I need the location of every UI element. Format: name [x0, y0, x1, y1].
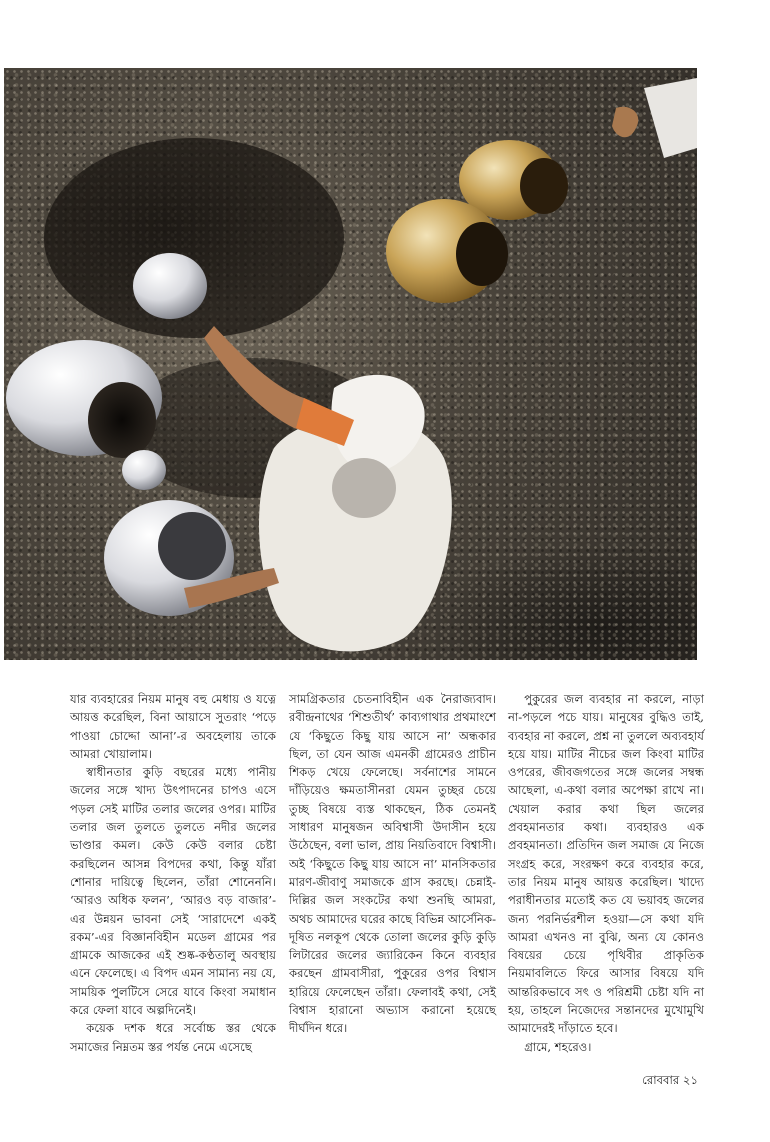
small-bowl — [122, 450, 166, 490]
article-photo — [4, 68, 697, 660]
foot — [612, 107, 638, 138]
article-column-1 — [70, 690, 276, 1056]
article-column-3 — [508, 690, 704, 1056]
paragraph: স্বাধীনতার কুড়ি বছরের মধ্যে পানীয় জলের সঙ্গে খাদ্য উৎপাদনের চাপও এসে পড়ল সেই মাটির তলার জলের ওপর। মাটির তলার জল তুলতে তুলতে নদীর জলের ভাণ্ডার কমল। কেউ কেউ বলার চেষ্টা করছিলেন আসন্ন বিপদের কথা, কিন্তু যাঁরা শোনার দায়িত্বে ছিলেন, তাঁরা শোনেননি। ‘আরও অধিক ফলন’, ‘আরও বড় বাজার’-এর উন্নয়ন ভাবনা সেই ‘সারাদেশে একই রকম’-এর বিজ্ঞানবিহীন মডেল গ্রামের পর গ্রামকে আজকের এই শুষ্ক-কণ্ঠতালু অবস্থায় এনে ফেলেছে। এ বিপদ এমন সামান্য নয় যে, সাময়িক পুলটিসে সেরে যাবে কিংবা সমাধান করে ফেলা যাবে অল্পদিনেই। — [70, 765, 276, 1018]
metal-plate — [133, 253, 207, 319]
paragraph: গ্রামে, শহরেও। — [524, 1039, 592, 1054]
paragraph: সামগ্রিকতার চেতনাবিহীন এক নৈরাজ্যবাদ। রবীন্দ্রনাথের ‘শিশুতীর্থ’ কাব্যগাথার প্রথমাংশে যে ‘কিছুতে কিছু যায় আসে না’ অন্ধকার ছিল, তা যেন আজ এমনকী গ্রামেরও প্রাচীন শিকড় খেয়ে ফেলেছে। সর্বনাশের সামনে দাঁড়িয়েও ক্ষমতাসীনরা যেমন তুচ্ছর চেয়ে তুচ্ছ বিষয়ে ব্যস্ত থাকছেন, ঠিক তেমনই সাধারণ মানুষজন অবিশ্বাসী উদাসীন হয়ে উঠেছেন, বলা ভাল, প্রায় নিয়তিবাদে বিশ্বাসী। অই ‘কিছুতে কিছু যায় আসে না’ মানসিকতার মারণ-জীবাণু সমাজকে গ্রাস করছে। চেন্নাই-দিল্লির জল সংকটের কথা শুনছি আমরা, অথচ আমাদের ঘরের কাছে বিভিন্ন আর্সেনিক-দূষিত নলকূপ থেকে তোলা জলের কুড়ি কুড়ি লিটারের জলের জ্যারিকেন কিনে ব্যবহার করছেন গ্রামবাসীরা, পুকুরের ওপর বিশ্বাস হারিয়ে ফেলেছেন তাঁরা। ফেলাবই কথা, সেই বিশ্বাস হারানো অভ্যাস করানো হয়েছে দীর্ঘদিন ধরে। — [289, 692, 496, 1036]
aluminium-pot — [6, 340, 162, 458]
paragraph: কয়েক দশক ধরে সর্বোচ্চ স্তর থেকে সমাজের নিম্নতম স্তর পর্যন্ত নেমে এসেছে — [70, 1021, 276, 1054]
article-column-2 — [289, 690, 496, 1038]
person-edge — [644, 78, 697, 158]
photo-illustration — [4, 68, 697, 660]
paragraph: যার ব্যবহারের নিয়ম মানুষ বহু মেধায় ও যত্নে আয়ত্ত করেছিল, বিনা আয়াসে সুতরাং ‘পড়ে পাওয়া চোদ্দো আনা’-র অবহেলায় তাকে আমরা খোয়ালাম। — [70, 692, 276, 761]
paragraph: পুকুরের জল ব্যবহার না করলে, নাড়া না-পড়লে পচে যায়। মানুষের বুদ্ধিও তাই, ব্যবহার না করলে, প্রশ্ন না তুললে অব্যবহার্য হয়ে যায়। মাটির নীচের জল কিংবা মাটির ওপরের, জীবজগতের সঙ্গে জলের সম্বন্ধ আছেলা, এ-কথা বলার অপেক্ষা রাখে না। খেয়াল করার কথা ছিল জলের প্রবহমানতার কথা। ব্যবহারও এক প্রবহমানতা। প্রতিদিন জল সমাজ যে নিজে সংগ্রহ করে, সংরক্ষণ করে ব্যবহার করে, তার নিয়ম মানুষ আয়ত্ত করেছিল। খাদ্যে পরাধীনতার মতোই কত যে ভয়াবহ জলের জন্য পরনির্ভরশীল হওয়া—সে কথা যদি আমরা এখনও না বুঝি, অন্য যে কোনও বিষয়ের চেয়ে পৃথিবীর প্রাকৃতিক নিয়মাবলিতে ফিরে আসার বিষয়ে যদি আন্তরিকভাবে সৎ ও পরিশ্রমী চেষ্টা যদি না হয়, তাহলে নিজেদের সন্তানদের মুখোমুখি আমাদেরই দাঁড়াতে হবে। — [508, 692, 704, 1036]
page-footer: রোববার ২১ — [642, 1073, 698, 1087]
